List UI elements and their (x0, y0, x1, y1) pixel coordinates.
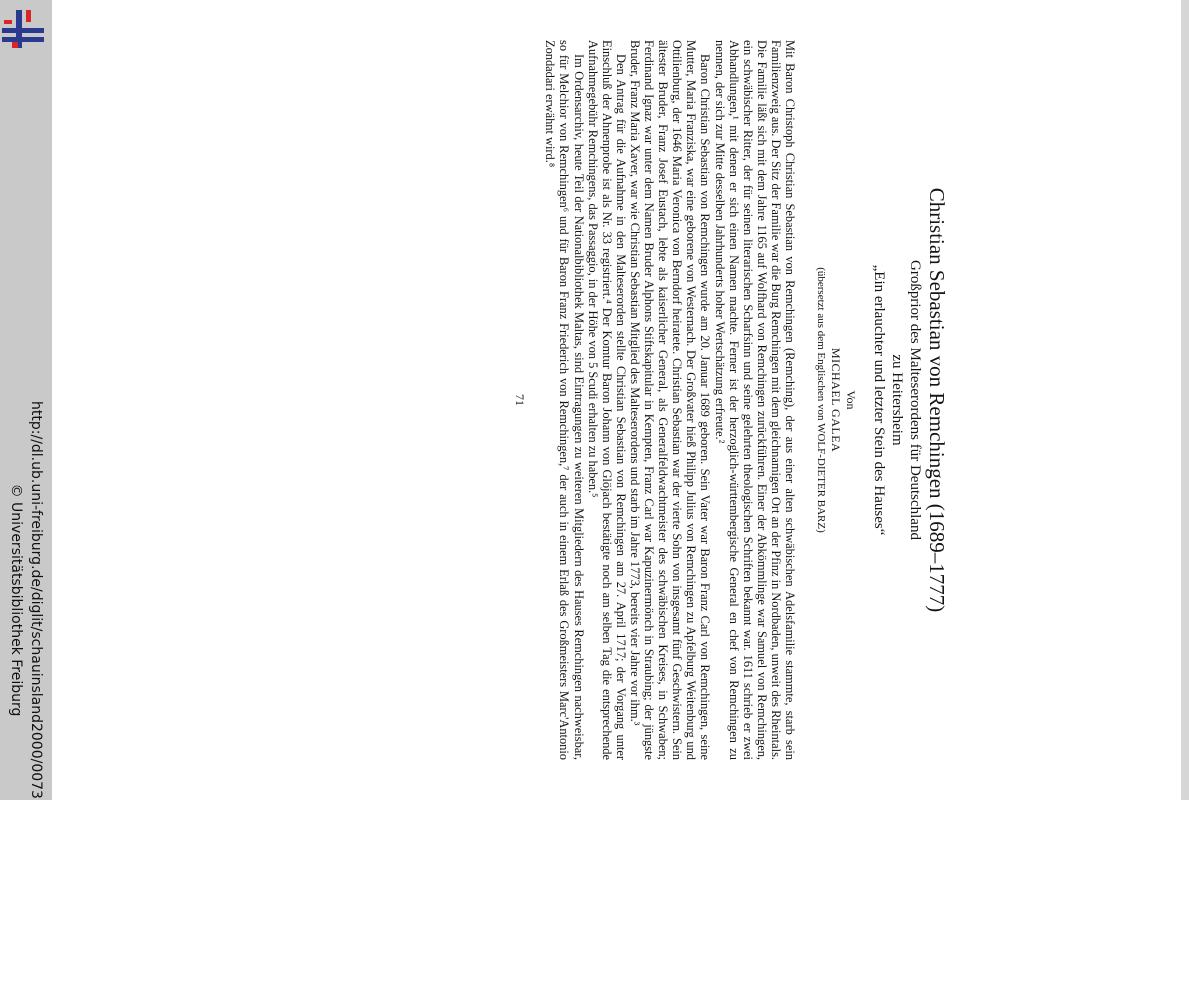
subtitle-line-1: Großprior des Malteserordens für Deutschland (907, 260, 923, 540)
article-body (543, 30, 797, 770)
paragraph: Den Antrag für die Aufnahme in den Malteserorden stellte Christian Sebastian von Remchingen am 27. April 1717; der Vorgang unter Einschluß der Ahnenprobe ist als Nr. 33 registriert.⁴ Der Komtur Baron Johann von Glöjach bestätigte noch am selben Tag die entsprechende Aufnahmegebühr Remchingens, das Passaggio, in der Höhe von 5 Scudi erhalten zu haben.⁵ (585, 40, 628, 760)
scanned-page (250, 30, 950, 770)
right-scroll-edge[interactable] (1181, 0, 1189, 800)
by-label: Von (844, 390, 858, 410)
paragraph: Baron Christian Sebastian von Remchingen wurde am 20. Januar 1689 geboren. Sein Vater war Baron Franz Carl von Remchingen, seine Mutter, Maria Franziska, war eine geborene von Westernach. Der Großvater hieß Philipp Julius von Remchingen zu Apfelburg Weitenburg und Ottilienburg, der 1646 Maria Veronica von Berndorf heiratete. Christian Sebastian war der vierte Sohn von insgesamt fünf Geschwistern. Sein ältester Bruder, Franz Josef Eustach, lebte als kaiserlicher General, als Generalfeldwachtmeister des schwäbischen Kreises, in Schwaben; Ferdinand Ignaz war unter dem Namen Bruder Alphons Stiftskapitular in Kempten, Franz Carl war Kapuzinermönch in Straubing; der jüngste Bruder, Franz Maria Xaver, war wie Christian Sebastian Mitglied des Malteserordens und starb im Jahre 1773, bereits vier Jahre vor ihm.³ (627, 40, 713, 760)
article-title: Christian Sebastian von Remchingen (1689–1777) (925, 187, 949, 613)
paragraph: Im Ordensarchiv, heute Teil der Nationalbibliothek Maltas, sind Eintragungen zu weiteren Mitgliedern des Hauses Remchingen nachweisbar, so für Melchior von Remchingen⁶ und für Baron Franz Friederich von Remchingen,⁷ der auch in einem Erlaß des Großmeisters Marc'Antonio Zondadari erwähnt wird.⁸ (543, 40, 586, 760)
sidebar-source-text (6, 200, 46, 1000)
viewer-sidebar (0, 0, 52, 800)
source-url[interactable]: http://dl.ub.uni-freiburg.de/diglit/schauinsland2000/0073 (28, 401, 44, 799)
subtitle-quote: „Ein erlauchter und letzter Stein des Hauses“ (871, 264, 887, 536)
copyright-text: © Universitätsbibliothek Freiburg (8, 483, 24, 717)
page-number: 71 (513, 394, 528, 406)
paragraph: Mit Baron Christoph Christian Sebastian von Remchingen (Remching), der aus einer alten schwäbischen Adelsfamilie stammte, starb sein Familienzweig aus. Der Sitz der Familie war die Burg Remchingen mit dem gleichnamigen Ort an der Pfinz in Nordbaden, unweit des Rheintals. Die Familie läßt sich mit dem Jahre 1165 auf Wolfhard von Remchingen zurückführen. Einer der Abkömmlinge war Samuel von Remchingen, ein schwäbischer Ritter, der für seinen literarischen Scharfsinn und seine gelehrten theologischen Schriften bekannt war. 1611 schrieb er zwei Abhandlungen,¹ mit denen er sich einen Namen machte. Ferner ist der herzoglich-württembergische General en chef von Remchingen zu nennen, der sich zur Mitte desselben Jahrhunderts hoher Wertschätzung erfreute.² (712, 40, 797, 760)
article-heading (813, 30, 950, 770)
subtitle-line-2: zu Heitersheim (889, 354, 905, 446)
author-name: MICHAEL GALEA (829, 347, 843, 453)
library-logo-icon[interactable] (2, 8, 44, 50)
translator-note: (übersetzt aus dem Englischen von WOLF-DIETER BARZ) (815, 267, 827, 533)
